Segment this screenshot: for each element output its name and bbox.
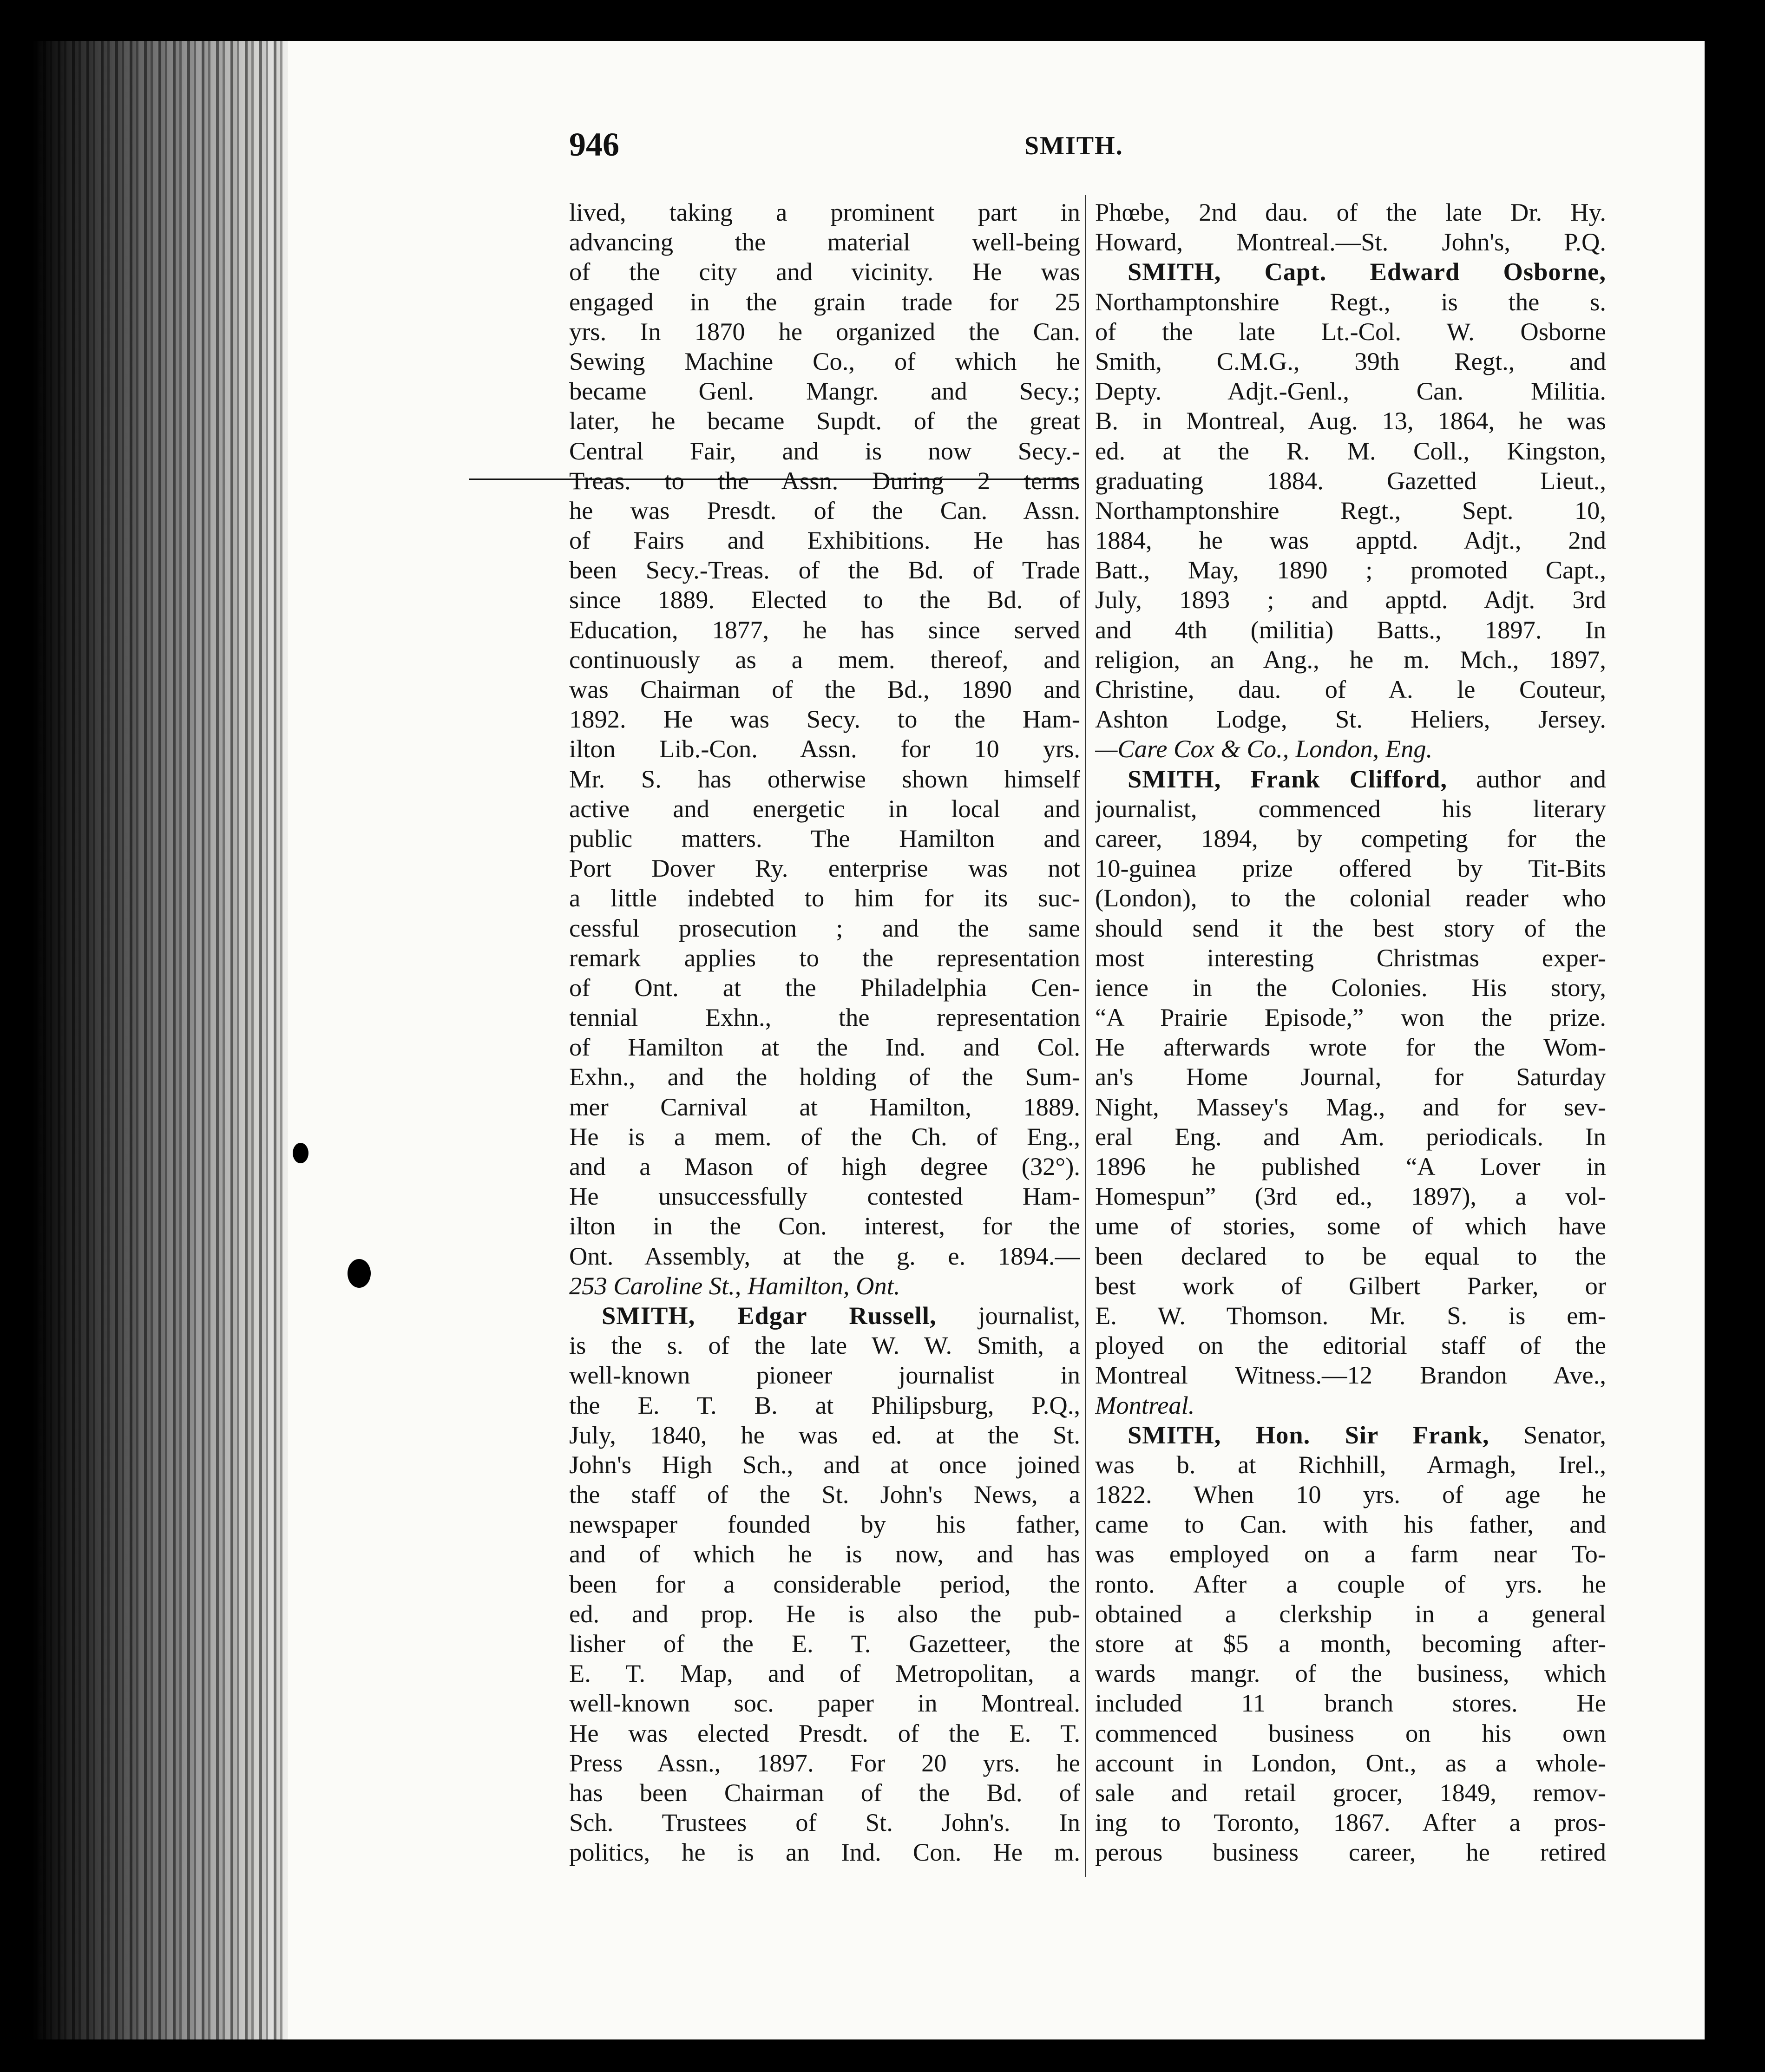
left-column: [569, 197, 1080, 1868]
text-line: “A Prairie Episode,” won the prize.: [1095, 1003, 1606, 1032]
text-line: a little indebted to him for its suc-: [569, 884, 1080, 912]
scan-edge-shadow: [0, 0, 288, 2072]
text-line: He is a mem. of the Ch. of Eng.,: [569, 1122, 1080, 1151]
text-line: became Genl. Mangr. and Secy.;: [569, 377, 1080, 406]
text-line: store at $5 a month, becoming after-: [1095, 1629, 1606, 1658]
text-line: 1822. When 10 yrs. of age he: [1095, 1480, 1606, 1509]
text-line: 1884, he was apptd. Adjt., 2nd: [1095, 526, 1606, 555]
entry-descriptor: Senator,: [1489, 1420, 1606, 1449]
text-line: came to Can. with his father, and: [1095, 1510, 1606, 1539]
entry-heading-line: [569, 1301, 1080, 1331]
column-divider: [1085, 195, 1086, 1877]
text-line: ing to Toronto, 1867. After a pros-: [1095, 1808, 1606, 1837]
text-line: Education, 1877, he has since served: [569, 615, 1080, 644]
text-line: E. T. Map, and of Metropolitan, a: [569, 1659, 1080, 1688]
entry-descriptor: author and: [1447, 764, 1606, 793]
text-line: of the city and vicinity. He was: [569, 257, 1080, 286]
entry-name: SMITH, Hon. Sir Frank,: [1128, 1420, 1489, 1449]
text-line: remark applies to the representation: [569, 943, 1080, 972]
text-line: was b. at Richhill, Armagh, Irel.,: [1095, 1450, 1606, 1479]
text-line: best work of Gilbert Parker, or: [1095, 1271, 1606, 1300]
text-line: and of which he is now, and has: [569, 1540, 1080, 1568]
text-line: later, he became Supdt. of the great: [569, 407, 1080, 435]
text-line: been Secy.-Treas. of the Bd. of Trade: [569, 556, 1080, 584]
text-line: Night, Massey's Mag., and for sev-: [1095, 1092, 1606, 1121]
scan-top-border: [0, 0, 1765, 41]
text-line: of Ont. at the Philadelphia Cen-: [569, 973, 1080, 1002]
text-line: public matters. The Hamilton and: [569, 824, 1080, 852]
text-line: advancing the material well-being: [569, 228, 1080, 256]
page-number: 946: [569, 126, 619, 163]
text-line: Northamptonshire Regt., Sept. 10,: [1095, 496, 1606, 525]
text-line: Batt., May, 1890 ; promoted Capt.,: [1095, 556, 1606, 584]
text-line: well-known soc. paper in Montreal.: [569, 1689, 1080, 1718]
text-line: Sewing Machine Co., of which he: [569, 347, 1080, 375]
text-line: the E. T. B. at Philipsburg, P.Q.,: [569, 1390, 1080, 1419]
text-line: active and energetic in local and: [569, 794, 1080, 823]
text-line: Howard, Montreal.—St. John's, P.Q.: [1095, 228, 1606, 256]
text-line: is the s. of the late W. W. Smith, a: [569, 1331, 1080, 1360]
text-line: 10-guinea prize offered by Tit-Bits: [1095, 854, 1606, 883]
text-line: Montreal Witness.—12 Brandon Ave.,: [1095, 1361, 1606, 1390]
text-line: Ashton Lodge, St. Heliers, Jersey.: [1095, 705, 1606, 734]
text-line: career, 1894, by competing for the: [1095, 824, 1606, 852]
text-line: Central Fair, and is now Secy.-: [569, 436, 1080, 465]
text-line: commenced business on his own: [1095, 1718, 1606, 1747]
text-line: was employed on a farm near To-: [1095, 1540, 1606, 1568]
entry-heading-line: [1095, 764, 1606, 794]
text-line: most interesting Christmas exper-: [1095, 943, 1606, 972]
text-line: been declared to be equal to the: [1095, 1241, 1606, 1270]
text-line: July, 1840, he was ed. at the St.: [569, 1420, 1080, 1449]
text-line: account in London, Ont., as a whole-: [1095, 1748, 1606, 1777]
text-line: cessful prosecution ; and the same: [569, 913, 1080, 942]
text-line: 1892. He was Secy. to the Ham-: [569, 705, 1080, 734]
text-line: should send it the best story of the: [1095, 913, 1606, 942]
scan-right-border: [1705, 0, 1765, 2072]
text-line: has been Chairman of the Bd. of: [569, 1778, 1080, 1807]
text-line: politics, he is an Ind. Con. He m.: [569, 1838, 1080, 1867]
text-line: He afterwards wrote for the Wom-: [1095, 1033, 1606, 1062]
text-line: 253 Caroline St., Hamilton, Ont.: [569, 1271, 900, 1300]
text-line: ed. and prop. He is also the pub-: [569, 1599, 1080, 1628]
text-line: mer Carnival at Hamilton, 1889.: [569, 1092, 1080, 1121]
text-line: obtained a clerkship in a general: [1095, 1599, 1606, 1628]
text-line: included 11 branch stores. He: [1095, 1689, 1606, 1718]
text-line: Montreal.: [1095, 1390, 1195, 1419]
text-line: an's Home Journal, for Saturday: [1095, 1062, 1606, 1091]
text-line: Christine, dau. of A. le Couteur,: [1095, 675, 1606, 703]
text-line: Port Dover Ry. enterprise was not: [569, 854, 1080, 883]
text-line: Treas. to the Assn. During 2 terms: [569, 466, 1080, 495]
text-line: and a Mason of high degree (32°).: [569, 1152, 1080, 1180]
text-line: ume of stories, some of which have: [1095, 1212, 1606, 1240]
text-line: ilton in the Con. interest, for the: [569, 1212, 1080, 1240]
text-line: of Fairs and Exhibitions. He has: [569, 526, 1080, 555]
text-line: Homespun” (3rd ed., 1897), a vol-: [1095, 1182, 1606, 1211]
text-line: was Chairman of the Bd., 1890 and: [569, 675, 1080, 703]
entry-name: SMITH, Edgar Russell,: [602, 1301, 937, 1330]
text-line: 1896 he published “A Lover in: [1095, 1152, 1606, 1180]
text-line: Exhn., and the holding of the Sum-: [569, 1062, 1080, 1091]
text-line: Northamptonshire Regt., is the s.: [1095, 287, 1606, 316]
text-line: He unsuccessfully contested Ham-: [569, 1182, 1080, 1211]
text-line: engaged in the grain trade for 25: [569, 287, 1080, 316]
text-line: since 1889. Elected to the Bd. of: [569, 585, 1080, 614]
text-line: Sch. Trustees of St. John's. In: [569, 1808, 1080, 1837]
text-line: —Care Cox & Co., London, Eng.: [1095, 734, 1433, 763]
text-line: continuously as a mem. thereof, and: [569, 645, 1080, 674]
text-line: been for a considerable period, the: [569, 1569, 1080, 1598]
text-line: Ont. Assembly, at the g. e. 1894.—: [569, 1241, 1080, 1270]
text-line: the staff of the St. John's News, a: [569, 1480, 1080, 1509]
text-line: ronto. After a couple of yrs. he: [1095, 1569, 1606, 1598]
text-line: yrs. In 1870 he organized the Can.: [569, 317, 1080, 346]
text-line: ilton Lib.-Con. Assn. for 10 yrs.: [569, 734, 1080, 763]
text-line: and 4th (militia) Batts., 1897. In: [1095, 615, 1606, 644]
text-line: Smith, C.M.G., 39th Regt., and: [1095, 347, 1606, 375]
scan-bottom-border: [0, 2039, 1765, 2072]
text-line: B. in Montreal, Aug. 13, 1864, he was: [1095, 407, 1606, 435]
text-line: ed. at the R. M. Coll., Kingston,: [1095, 436, 1606, 465]
text-line: journalist, commenced his literary: [1095, 794, 1606, 823]
text-line: eral Eng. and Am. periodicals. In: [1095, 1122, 1606, 1151]
text-line: ience in the Colonies. His story,: [1095, 973, 1606, 1002]
text-line: of Hamilton at the Ind. and Col.: [569, 1033, 1080, 1062]
text-line: Mr. S. has otherwise shown himself: [569, 764, 1080, 793]
text-line: E. W. Thomson. Mr. S. is em-: [1095, 1301, 1606, 1330]
text-line: tennial Exhn., the representation: [569, 1003, 1080, 1032]
text-line: newspaper founded by his father,: [569, 1510, 1080, 1539]
text-line: sale and retail grocer, 1849, remov-: [1095, 1778, 1606, 1807]
entry-name: SMITH, Frank Clifford,: [1128, 764, 1448, 793]
text-line: well-known pioneer journalist in: [569, 1361, 1080, 1390]
page-header: [569, 125, 1563, 177]
text-line: Press Assn., 1897. For 20 yrs. he: [569, 1748, 1080, 1777]
entry-name: SMITH, Capt. Edward Osborne,: [1128, 257, 1606, 286]
entry-heading-line: [1095, 1420, 1606, 1450]
text-line: July, 1893 ; and apptd. Adjt. 3rd: [1095, 585, 1606, 614]
entry-descriptor: journalist,: [936, 1301, 1080, 1330]
right-column: [1095, 197, 1606, 1868]
text-line: graduating 1884. Gazetted Lieut.,: [1095, 466, 1606, 495]
text-line: perous business career, he retired: [1095, 1838, 1606, 1867]
text-line: Phœbe, 2nd dau. of the late Dr. Hy.: [1095, 198, 1606, 226]
entry-heading-line: [1095, 257, 1606, 287]
text-line: lisher of the E. T. Gazetteer, the: [569, 1629, 1080, 1658]
text-line: of the late Lt.-Col. W. Osborne: [1095, 317, 1606, 346]
text-line: wards mangr. of the business, which: [1095, 1659, 1606, 1688]
ink-blot: [293, 1143, 308, 1163]
text-line: (London), to the colonial reader who: [1095, 884, 1606, 912]
text-line: religion, an Ang., he m. Mch., 1897,: [1095, 645, 1606, 674]
text-line: He was elected Presdt. of the E. T.: [569, 1718, 1080, 1747]
text-line: he was Presdt. of the Can. Assn.: [569, 496, 1080, 525]
running-head: SMITH.: [1024, 131, 1123, 160]
ink-blot: [348, 1259, 371, 1288]
text-line: John's High Sch., and at once joined: [569, 1450, 1080, 1479]
text-line: Depty. Adjt.-Genl., Can. Militia.: [1095, 377, 1606, 406]
text-line: lived, taking a prominent part in: [569, 198, 1080, 226]
text-line: ployed on the editorial staff of the: [1095, 1331, 1606, 1360]
